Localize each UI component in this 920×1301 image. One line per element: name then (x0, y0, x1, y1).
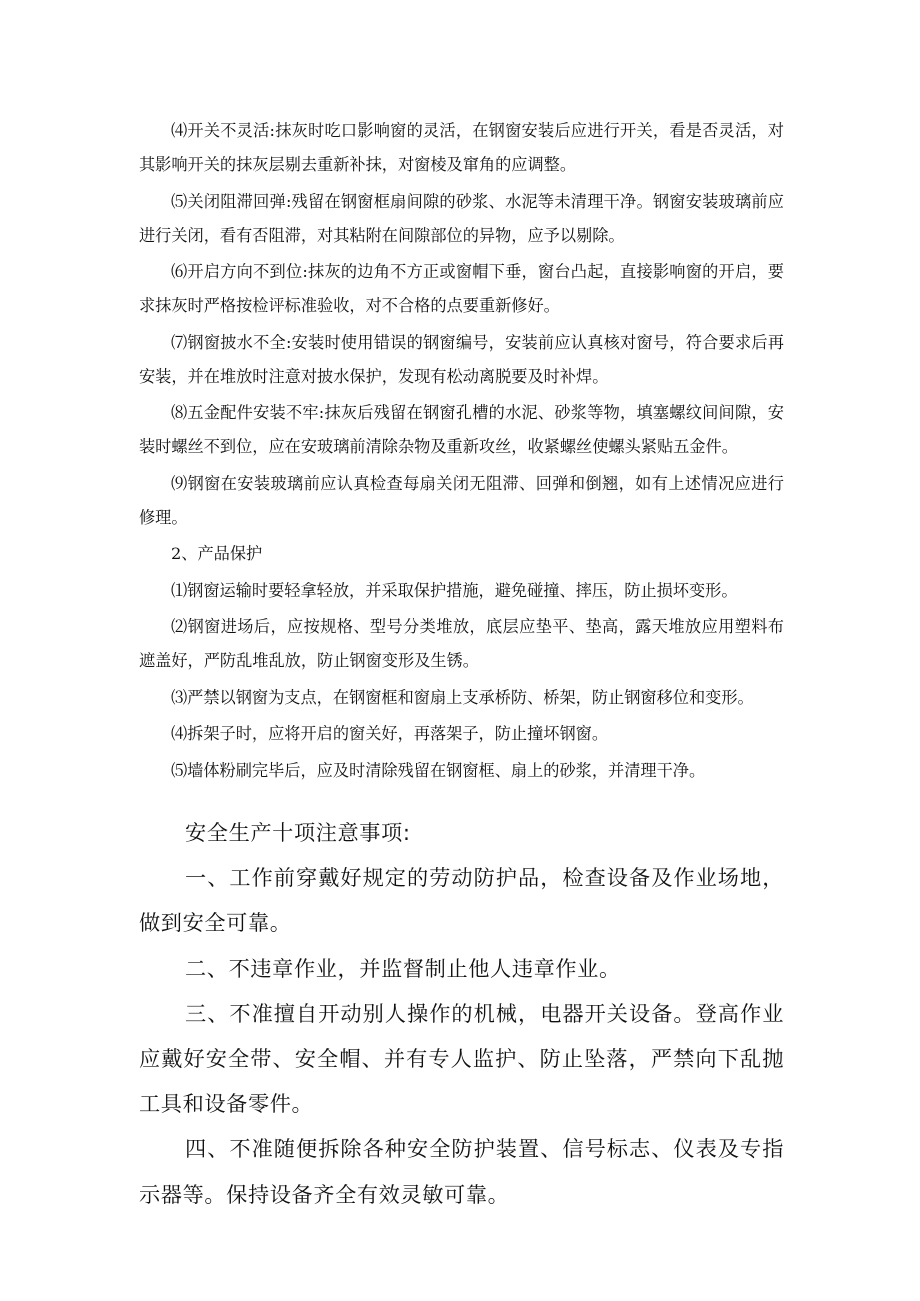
safety-section (139, 810, 784, 1217)
quality-issue-9: ⑼钢窗在安装玻璃前应认真检查每扇关闭无阻滞、回弹和倒翘，如有上述情况应进行修理。 (139, 473, 784, 527)
protection-item-5: ⑸墙体粉刷完毕后，应及时清除残留在钢窗框、扇上的砂浆，并清理干净。 (171, 760, 706, 780)
safety-item-3: 三、不准擅自开动别人操作的机械，电器开关设备。登高作业应戴好安全带、安全帽、并有专人监护、防止坠落，严禁向下乱抛工具和设备零件。 (139, 1000, 784, 1117)
quality-issue-6: ⑹开启方向不到位:抹灰的边角不方正或窗帽下垂，窗台凸起，直接影响窗的开启，要求抹灰时严格按检评标准验收，对不合格的点要重新修好。 (139, 262, 784, 315)
quality-issue-4: ⑷开关不灵活:抹灰时吃口影响窗的灵活，在钢窗安装后应进行开关，看是否灵活，对其影响开关的抹灰层剔去重新补抹，对窗棱及窜角的应调整。 (139, 121, 784, 174)
protection-item-3: ⑶严禁以钢窗为支点，在钢窗框和窗扇上支承桥防、桥架，防止钢窗移位和变形。 (171, 687, 754, 707)
safety-item-1: 一、工作前穿戴好规定的劳动防护品，检查设备及作业场地，做到安全可靠。 (139, 865, 784, 936)
protection-item-4: ⑷拆架子时，应将开启的窗关好，再落架子，防止撞坏钢窗。 (171, 724, 609, 743)
quality-issue-5: ⑸关闭阻滞回弹:残留在钢窗框扇间隙的砂浆、水泥等未清理干净。钢窗安装玻璃前应进行关闭，看有否阻滞，对其粘附在间隙部位的异物，应予以剔除。 (139, 191, 784, 245)
protection-item-1: ⑴钢窗运输时要轻拿轻放，并采取保护措施，避免碰撞、摔压，防止损坏变形。 (171, 580, 738, 600)
safety-item-4: 四、不准随便拆除各种安全防护装置、信号标志、仪表及专指示器等。保持设备齐全有效灵敏可靠。 (139, 1136, 784, 1207)
safety-item-2: 二、不违章作业，并监督制止他人违章作业。 (185, 955, 621, 981)
quality-issue-8: ⑻五金配件安装不牢:抹灰后残留在钢窗孔槽的水泥、砂浆等物，填塞螺纹间间隙，安装时螺丝不到位，应在安玻璃前清除杂物及重新攻丝，收紧螺丝使螺头紧贴五金件。 (139, 403, 784, 456)
protection-item-2: ⑵钢窗进场后，应按规格、型号分类堆放，底层应垫平、垫高，露天堆放应用塑料布遮盖好，严防乱堆乱放，防止钢窗变形及生锈。 (139, 617, 784, 670)
safety-title: 安全生产十项注意事项: (185, 820, 411, 845)
quality-issue-7: ⑺钢窗披水不全:安装时使用错误的钢窗编号，安装前应认真核对窗号，符合要求后再安装，并在堆放时注意对披水保护，发现有松动离脱要及时补焊。 (139, 332, 784, 386)
product-protection-heading: 2、产品保护 (171, 544, 263, 563)
steel-window-section (139, 114, 784, 788)
